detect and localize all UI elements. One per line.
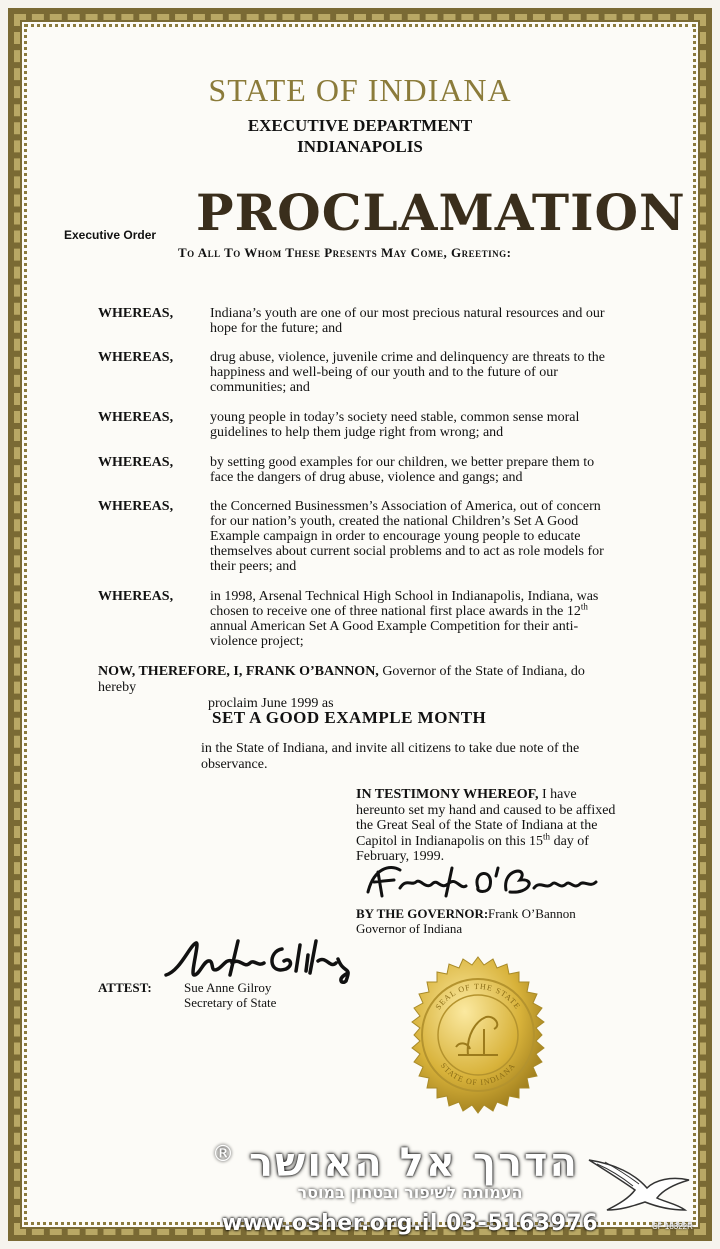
whereas-clause-5: the Concerned Businessmen’s Association of America, out of concern for our nation’s youth, created the national Children’s Set A Good Example campaign in order to encourage young people to educate themselves about current social problems and to act as role models for their peers; and — [210, 499, 604, 574]
by-the-governor-label: BY THE GOVERNOR: — [356, 906, 489, 921]
whereas-clause-1: Indiana’s youth are one of our most precious natural resources and our hope for the future; and — [210, 306, 605, 336]
now-therefore-clause: NOW, THEREFORE, I, FRANK O’BANNON, Governor of the State of Indiana, do hereby proclaim June 1999 as — [98, 664, 585, 711]
seal-bottom-text: STATE OF INDIANA — [438, 1061, 518, 1088]
proclaimed-month: SET A GOOD EXAMPLE MONTH — [212, 708, 487, 727]
watermark-title: הדרך אל האושר — [248, 1140, 580, 1186]
whereas-clause-2: drug abuse, violence, juvenile crime and delinquency are threats to the happiness and well-being of our youth and to the future of our communities; and — [210, 350, 605, 395]
governor-signature — [360, 860, 600, 909]
whereas-label-4: WHEREAS, — [98, 455, 174, 470]
state-heading: STATE OF INDIANA — [208, 72, 512, 108]
whereas-clause-4: by setting good examples for our children, we better prepare them to face the dangers of drug abuse, violence and gangs; and — [210, 455, 595, 485]
executive-order-label: Executive Order — [64, 228, 157, 242]
state-seal-icon — [398, 955, 558, 1120]
department-heading: EXECUTIVE DEPARTMENT — [247, 116, 473, 135]
watermark-code: CF 18322R — [652, 1222, 693, 1231]
watermark-url: www.osher.org.il 03-5163976 — [222, 1211, 598, 1236]
seal-top-text: SEAL OF THE STATE — [433, 981, 523, 1012]
whereas-clause-3: young people in today’s society need stable, common sense moral guidelines to help them judge right from wrong; and — [210, 410, 580, 440]
greeting-line: To All To Whom These Presents May Come, Greeting: — [178, 245, 512, 260]
watermark-registered-mark: ® — [212, 1142, 234, 1167]
whereas-label-5: WHEREAS, — [98, 499, 174, 514]
governor-title: Governor of Indiana — [356, 921, 463, 936]
whereas-label-3: WHEREAS, — [98, 410, 174, 425]
city-heading: INDIANAPOLIS — [297, 137, 423, 156]
secretary-name-block: Sue Anne Gilroy Secretary of State — [184, 980, 277, 1010]
whereas-label-1: WHEREAS, — [98, 306, 174, 321]
whereas-label-6: WHEREAS, — [98, 589, 174, 604]
invitation-text: in the State of Indiana, and invite all citizens to take due note of the observance. — [201, 741, 580, 772]
watermark-subtitle: העמותה לשיפור ובטחון במוסר — [297, 1183, 523, 1202]
governor-name: Frank O’Bannon — [488, 906, 576, 921]
whereas-clause-6: in 1998, Arsenal Technical High School in Indianapolis, Indiana, was chosen to receive one of three national first place awards in the 12th annual American Set A Good Example Competition for their anti-violence project; — [210, 589, 599, 649]
proclamation-title: PROCLAMATION — [196, 183, 686, 242]
attest-label: ATTEST: — [98, 980, 152, 995]
whereas-label-2: WHEREAS, — [98, 350, 174, 365]
testimony-clause: IN TESTIMONY WHEREOF, I have hereunto set my hand and caused to be affixed the Great Seal of the State of Indiana at the Capitol in Indianapolis on this 15th day of February, 1999. — [356, 787, 616, 864]
